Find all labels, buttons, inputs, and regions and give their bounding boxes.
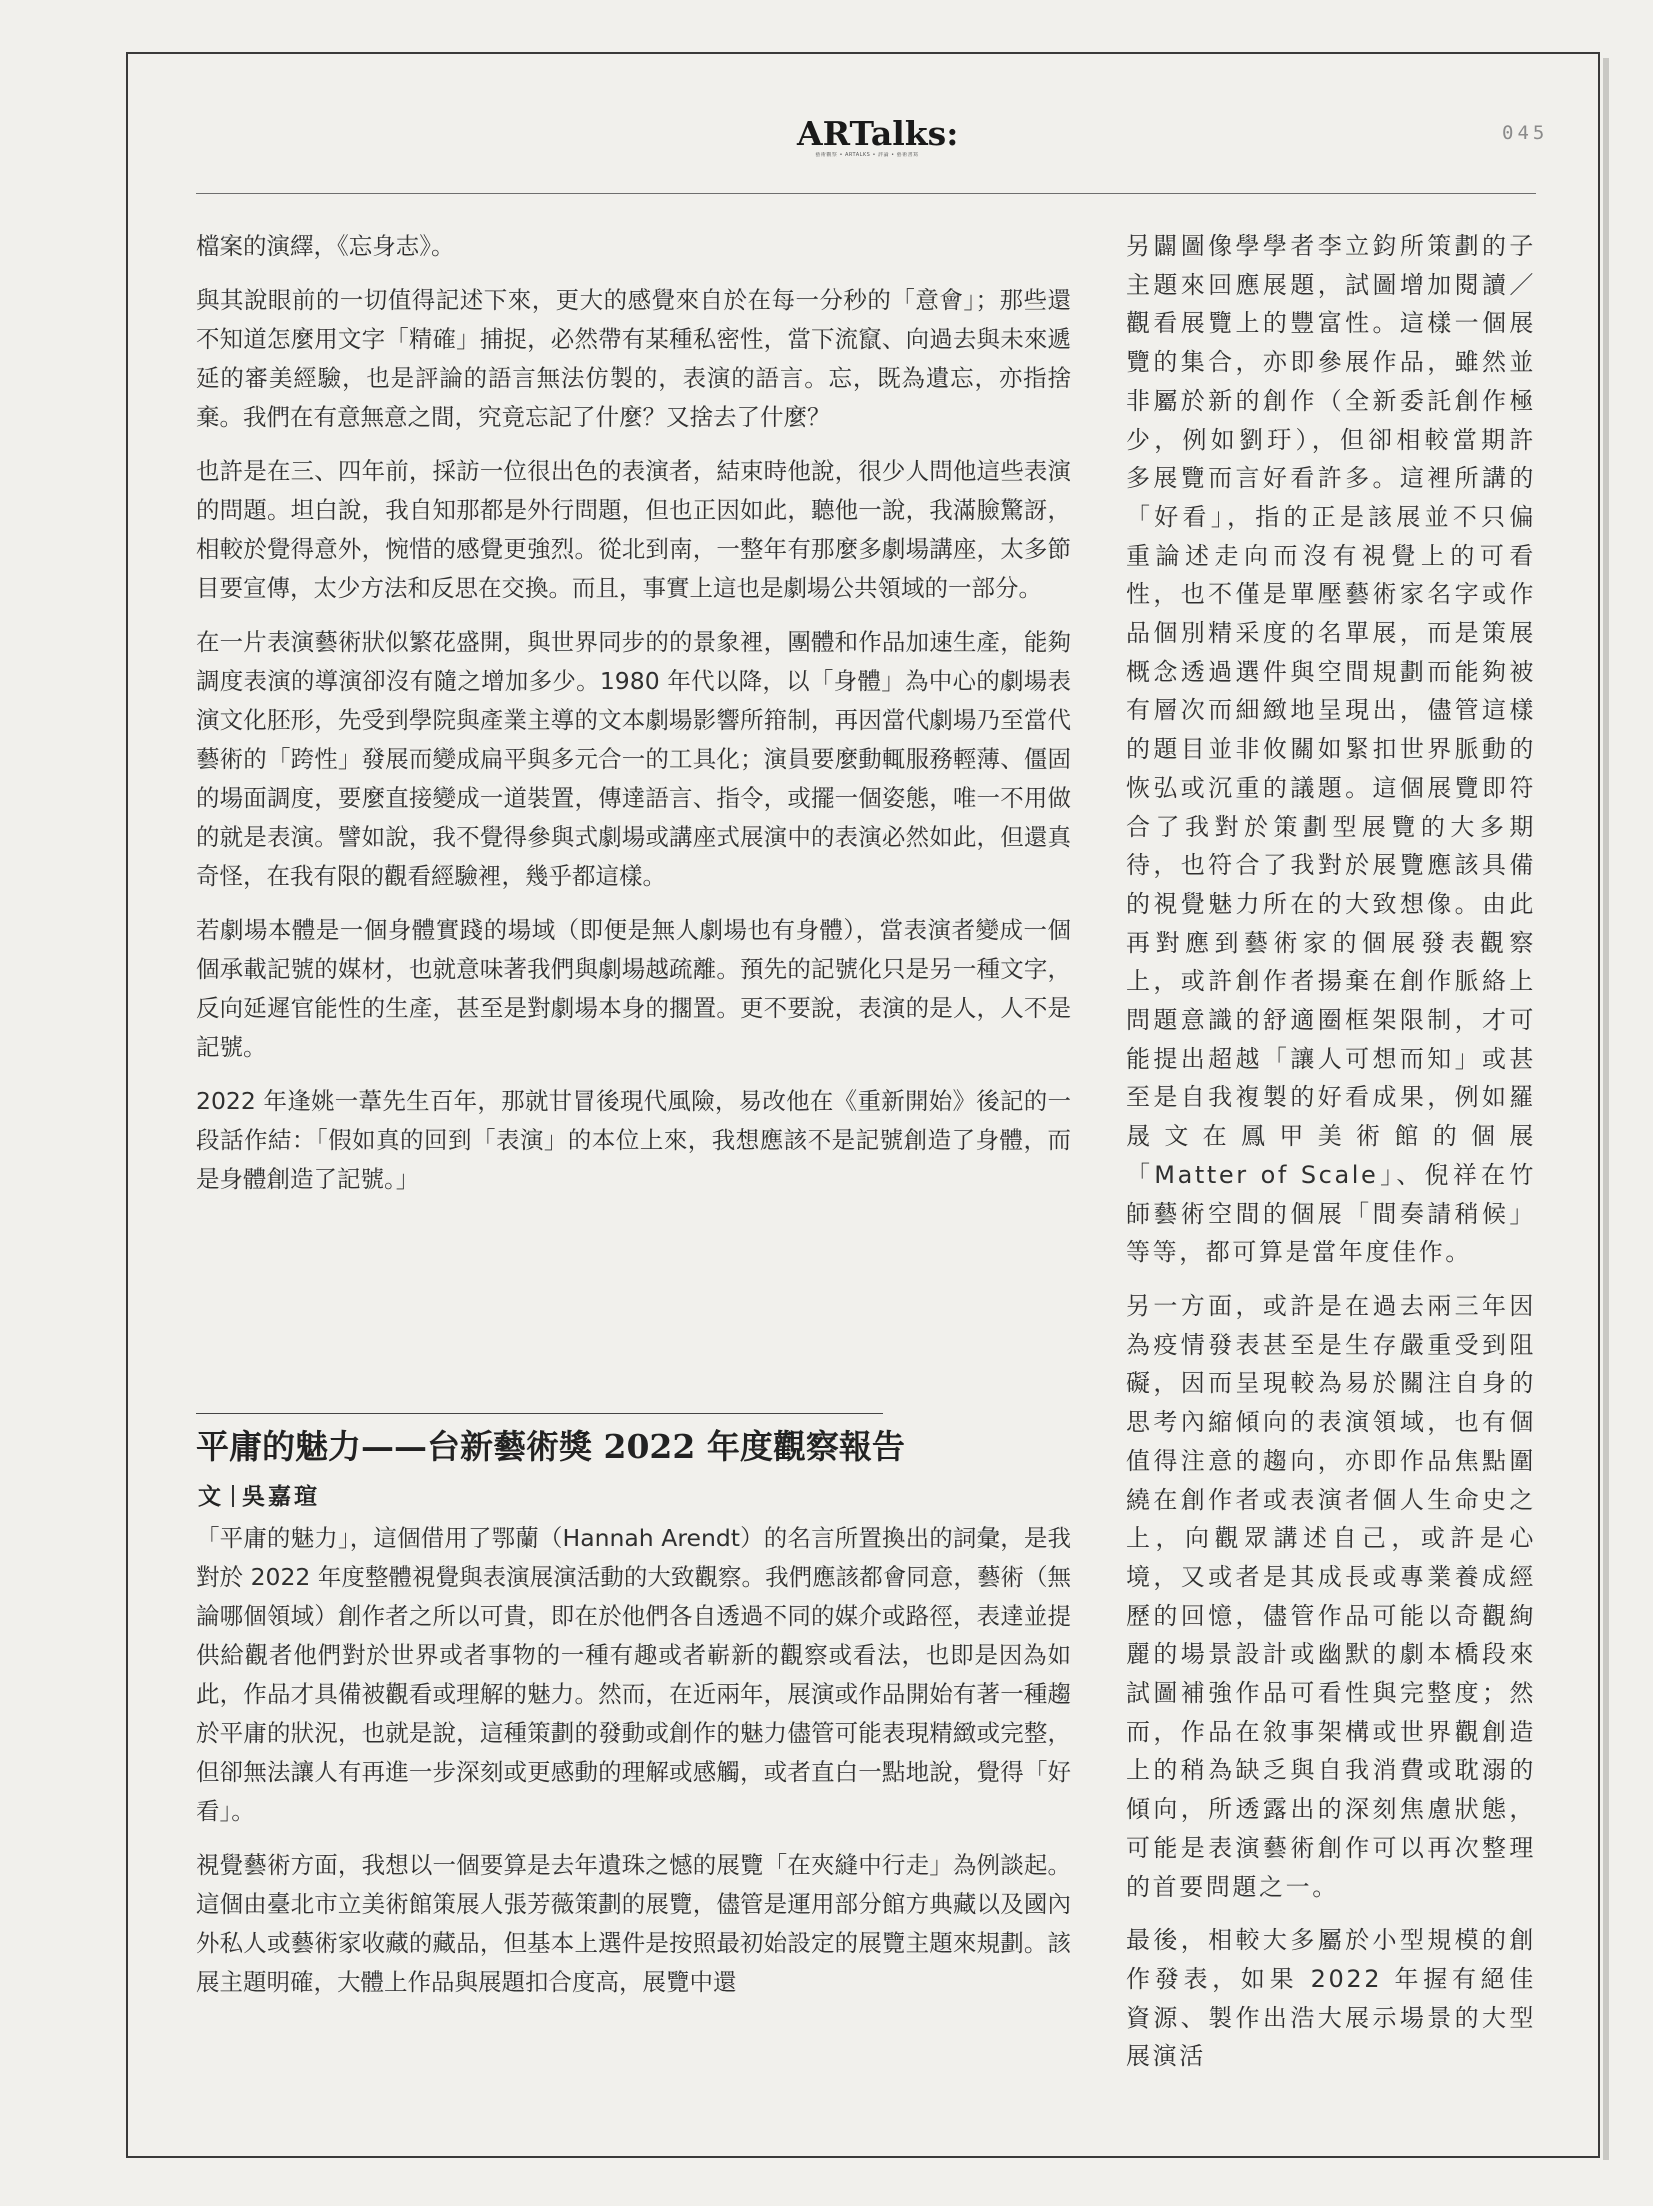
paragraph: 在一片表演藝術狀似繁花盛開，與世界同步的的景象裡，團體和作品加速生產，能夠調度表演的導演卻沒有隨之增加多少。1980 年代以降，以「身體」為中心的劇場表演文化胚形，先受到學院與產業主導的文本劇場影響所箝制，再因當代劇場乃至當代藝術的「跨性」發展而變成扁平與多元合一的工具化；演員要麼動輒服務輕薄、僵固的場面調度，要麼直接變成一道裝置，傳達語言、指令，或擺一個姿態，唯一不用做的就是表演。譬如說，我不覺得參與式劇場或講座式展演中的表演必然如此，但還真奇怪，在我有限的觀看經驗裡，幾乎都這樣。 bbox=[196, 628, 1071, 890]
byline bbox=[198, 1478, 320, 1511]
article-title: 平庸的魅力——台新藝術獎 2022 年度觀察報告 bbox=[196, 1427, 905, 1466]
header-divider bbox=[196, 193, 1536, 194]
left-column-bottom bbox=[196, 1519, 1071, 2017]
paragraph: 若劇場本體是一個身體實踐的場域（即便是無人劇場也有身體），當表演者變成一個個承載記號的媒材，也就意味著我們與劇場越疏離。預先的記號化只是另一種文字，反向延遲官能性的生產，甚至是對劇場本身的擱置。更不要說，表演的是人，人不是記號。 bbox=[196, 916, 1071, 1061]
section-divider bbox=[196, 1413, 883, 1414]
logo-wordmark: ARTalks: bbox=[797, 114, 959, 153]
magazine-logo bbox=[797, 114, 959, 166]
paragraph: 另一方面，或許是在過去兩三年因為疫情發表甚至是生存嚴重受到阻礙，因而呈現較為易於關注自身的思考內縮傾向的表演領域，也有個值得注意的趨向，亦即作品焦點圍繞在創作者或表演者個人生命史之上，向觀眾講述自己，或許是心境，又或者是其成長或專業養成經歷的回憶，儘管作品可能以奇觀絢麗的場景設計或幽默的劇本橋段來試圖補強作品可看性與完整度；然而，作品在敘事架構或世界觀創造上的稍為缺乏與自我消費或耽溺的傾向，所透露出的深刻焦慮狀態，可能是表演藝術創作可以再次整理的首要問題之一。 bbox=[1126, 1291, 1536, 1901]
paragraph: 也許是在三、四年前，採訪一位很出色的表演者，結束時他說，很少人問他這些表演的問題。坦白說，我自知那都是外行問題，但也正因如此，聽他一說，我滿臉驚訝，相較於覺得意外，惋惜的感覺更強烈。從北到南，一整年有那麼多劇場講座，太多節目要宣傳，太少方法和反思在交換。而且，事實上這也是劇場公共領域的一部分。 bbox=[196, 457, 1071, 602]
paragraph: 「平庸的魅力」，這個借用了鄂蘭（Hannah Arendt）的名言所置換出的詞彙，是我對於 2022 年度整體視覺與表演展演活動的大致觀察。我們應該都會同意，藝術（無論哪個領域）創作者之所以可貴，即在於他們各自透過不同的媒介或路徑，表達並提供給觀者他們對於世界或者事物的一種有趣或者嶄新的觀察或看法，也即是因為如此，作品才具備被觀看或理解的魅力。然而，在近兩年，展演或作品開始有著一種趨於平庸的狀況，也就是說，這種策劃的發動或創作的魅力儘管可能表現精緻或完整，但卻無法讓人有再進一步深刻或更感動的理解或感觸，或者直白一點地說，覺得「好看」。 bbox=[196, 1524, 1071, 1825]
paragraph: 檔案的演繹，《忘身志》。 bbox=[196, 232, 455, 260]
paragraph: 2022 年逢姚一葦先生百年，那就甘冒後現代風險，易改他在《重新開始》後記的一段話作結：「假如真的回到「表演」的本位上來，我想應該不是記號創造了身體，而是身體創造了記號。」 bbox=[196, 1087, 1071, 1193]
logo-tagline: 藝術觀察 • ARTALKS • 評論 • 藝術書寫 bbox=[815, 152, 919, 158]
byline-separator bbox=[232, 1485, 234, 1507]
paragraph: 最後，相較大多屬於小型規模的創作發表，如果 2022 年握有絕佳資源、製作出浩大展示場景的大型展演活 bbox=[1126, 1926, 1536, 2071]
page-number: 045 bbox=[1502, 122, 1549, 144]
paragraph: 另闢圖像學學者李立鈞所策劃的子主題來回應展題，試圖增加閱讀／觀看展覽上的豐富性。這樣一個展覽的集合，亦即參展作品，雖然並非屬於新的創作（全新委託創作極少，例如劉玗），但卻相較當期許多展覽而言好看許多。這裡所講的「好看」，指的正是該展並不只偏重論述走向而沒有視覺上的可看性，也不僅是單壓藝術家名字或作品個別精采度的名單展，而是策展概念透過選件與空間規劃而能夠被有層次而細緻地呈現出，儘管這樣的題目並非攸關如緊扣世界脈動的恢弘或沉重的議題。這個展覽即符合了我對於策劃型展覽的大多期待，也符合了我對於展覽應該具備的視覺魅力所在的大致想像。由此再對應到藝術家的個展發表觀察上，或許創作者揚棄在創作脈絡上問題意識的舒適圈框架限制，才可能提出超越「讓人可想而知」或甚至是自我複製的好看成果，例如羅晟文在鳳甲美術館的個展「Matter of Scale」、倪祥在竹師藝術空間的個展「間奏請稍候」等等，都可算是當年度佳作。 bbox=[1126, 232, 1536, 1267]
paragraph: 與其說眼前的一切值得記述下來，更大的感覺來自於在每一分秒的「意會」；那些還不知道怎麼用文字「精確」捕捉，必然帶有某種私密性，當下流竄、向過去與未來遞延的審美經驗，也是評論的語言無法仿製的，表演的語言。忘，既為遺忘，亦指捨棄。我們在有意無意之間，究竟忘記了什麼？又捨去了什麼？ bbox=[196, 286, 1071, 431]
author-name: 吳嘉瑄 bbox=[242, 1484, 320, 1510]
page-edge-shadow bbox=[1603, 58, 1609, 2160]
right-column bbox=[1126, 227, 1536, 2091]
byline-prefix: 文 bbox=[198, 1484, 224, 1510]
left-column-top bbox=[196, 227, 1071, 1214]
paragraph: 視覺藝術方面，我想以一個要算是去年遺珠之憾的展覽「在夾縫中行走」為例談起。這個由臺北市立美術館策展人張芳薇策劃的展覽，儘管是運用部分館方典藏以及國內外私人或藝術家收藏的藏品，但基本上選件是按照最初始設定的展覽主題來規劃。該展主題明確，大體上作品與展題扣合度高，展覽中還 bbox=[196, 1851, 1071, 1996]
